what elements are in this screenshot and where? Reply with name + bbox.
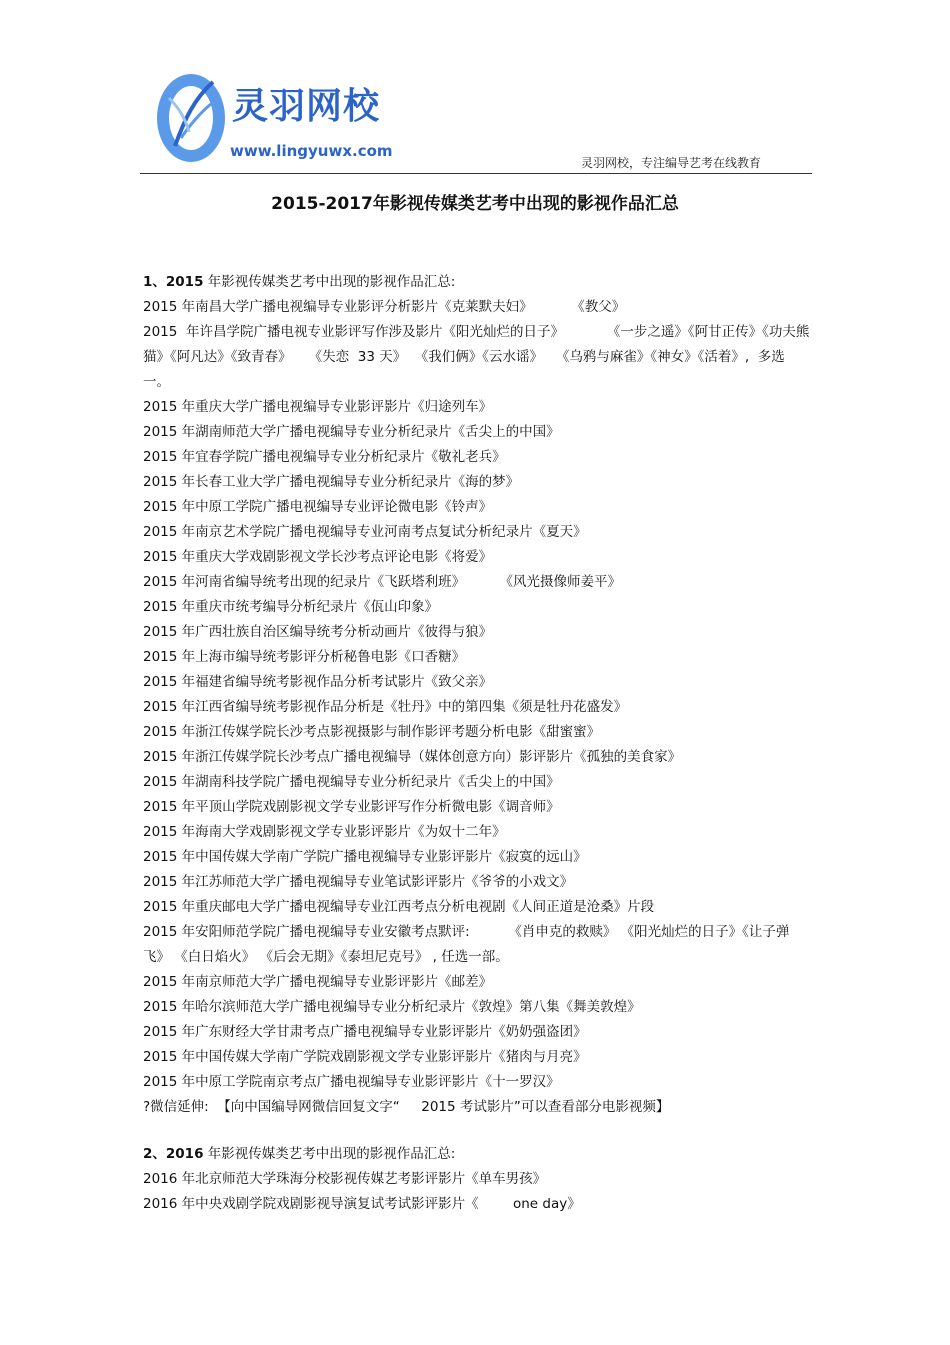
header-tagline: 灵羽网校，专注编导艺考在线教育 [581, 156, 762, 170]
list-item: 2015 年湖南师范大学广播电视编导专业分析纪录片《舌尖上的中国》 [143, 424, 560, 440]
list-item: 2015 年平顶山学院戏剧影视文学专业影评写作分析微电影《调音师》 [143, 799, 560, 815]
list-item: 2016 年中央戏剧学院戏剧影视导演复试考试影评影片《 one day》 [143, 1196, 581, 1212]
section-2016-list [143, 1167, 811, 1217]
header-divider [140, 173, 812, 174]
list-item: 2015 年河南省编导统考出现的纪录片《飞跃塔利班》 《风光摄像师姜平》 [143, 574, 621, 590]
list-item: 2015 年安阳师范学院广播电视编导专业安徽考点默评: 《肖申克的救赎》 《阳光灿烂的日子》《让子弹飞》 《白日焰火》 《后会无期》《泰坦尼克号》 , 任选一部。 [143, 924, 790, 965]
list-item: 2015 年中国传媒大学南广学院广播电视编导专业影评影片《寂寞的远山》 [143, 849, 587, 865]
list-item: 2015 年南昌大学广播电视编导专业影评分析影片《克莱默夫妇》 《教父》 [143, 299, 626, 315]
list-item: 2015 年重庆邮电大学广播电视编导专业江西考点分析电视剧《人间正道是沧桑》片段 [143, 899, 655, 915]
list-item: 2015 年南京师范大学广播电视编导专业影评影片《邮差》 [143, 974, 493, 990]
list-item: 2015 年重庆市统考编导分析纪录片《佤山印象》 [143, 599, 439, 615]
list-item: 2015 年哈尔滨师范大学广播电视编导专业分析纪录片《敦煌》第八集《舞美敦煌》 [143, 999, 641, 1015]
list-item: 2015 年许昌学院广播电视专业影评写作涉及影片《阳光灿烂的日子》 《一步之遥》《阿甘正传》《功夫熊猫》《阿凡达》《致青春》 《失恋 33 天》 《我们俩》《云水谣》 《乌鸦与麻雀》《神女》《活着》, 多选一。 [143, 324, 810, 390]
list-item: 2015 年中原工学院南京考点广播电视编导专业影评影片《十一罗汉》 [143, 1074, 560, 1090]
section-heading-text: 年影视传媒类艺考中出现的影视作品汇总: [203, 274, 456, 290]
list-item: 2015 年长春工业大学广播电视编导专业分析纪录片《海的梦》 [143, 474, 520, 490]
section-heading-2016 [143, 1142, 811, 1167]
logo-url: www.lingyuwx.com [230, 142, 393, 160]
section-number: 2、2016 [143, 1146, 204, 1162]
document-title: 2015-2017年影视传媒类艺考中出现的影视作品汇总 [271, 194, 679, 214]
list-item: 2016 年北京师范大学珠海分校影视传媒艺考影评影片《单车男孩》 [143, 1171, 547, 1187]
list-item: 2015 年江苏师范大学广播电视编导专业笔试影评影片《爷爷的小戏文》 [143, 874, 574, 890]
section-2015-list [143, 295, 811, 1120]
list-item: 2015 年浙江传媒学院长沙考点影视摄影与制作影评考题分析电影《甜蜜蜜》 [143, 724, 601, 740]
document-body [143, 270, 811, 1217]
list-item: 2015 年中原工学院广播电视编导专业评论微电影《铃声》 [143, 499, 493, 515]
section-heading-2015 [143, 270, 811, 295]
section-heading-text: 年影视传媒类艺考中出现的影视作品汇总: [203, 1146, 456, 1162]
list-item: 2015 年浙江传媒学院长沙考点广播电视编导（媒体创意方向）影评影片《孤独的美食家》 [143, 749, 682, 765]
section-gap [143, 1120, 811, 1142]
list-item: 2015 年重庆大学广播电视编导专业影评影片《归途列车》 [143, 399, 493, 415]
section-number: 1、2015 [143, 274, 204, 290]
list-item: 2015 年广东财经大学甘肃考点广播电视编导专业影评影片《奶奶强盗团》 [143, 1024, 587, 1040]
list-item: 2015 年上海市编导统考影评分析秘鲁电影《口香糖》 [143, 649, 466, 665]
list-item: 2015 年海南大学戏剧影视文学专业影评影片《为奴十二年》 [143, 824, 506, 840]
list-item: 2015 年福建省编导统考影视作品分析考试影片《致父亲》 [143, 674, 493, 690]
list-item: 2015 年宜春学院广播电视编导专业分析纪录片《敬礼老兵》 [143, 449, 506, 465]
logo-brand-text: 灵羽网校 [232, 86, 381, 127]
list-item: 2015 年江西省编导统考影视作品分析是《牡丹》中的第四集《须是牡丹花盛发》 [143, 699, 628, 715]
list-item: ?微信延伸: 【向中国编导网微信回复文字“ 2015 考试影片”可以查看部分电影视频】 [143, 1099, 670, 1115]
list-item: 2015 年广西壮族自治区编导统考分析动画片《彼得与狼》 [143, 624, 493, 640]
list-item: 2015 年重庆大学戏剧影视文学长沙考点评论电影《将爱》 [143, 549, 493, 565]
list-item: 2015 年南京艺术学院广播电视编导专业河南考点复试分析纪录片《夏天》 [143, 524, 587, 540]
list-item: 2015 年湖南科技学院广播电视编导专业分析纪录片《舌尖上的中国》 [143, 774, 560, 790]
list-item: 2015 年中国传媒大学南广学院戏剧影视文学专业影评影片《猪肉与月亮》 [143, 1049, 587, 1065]
